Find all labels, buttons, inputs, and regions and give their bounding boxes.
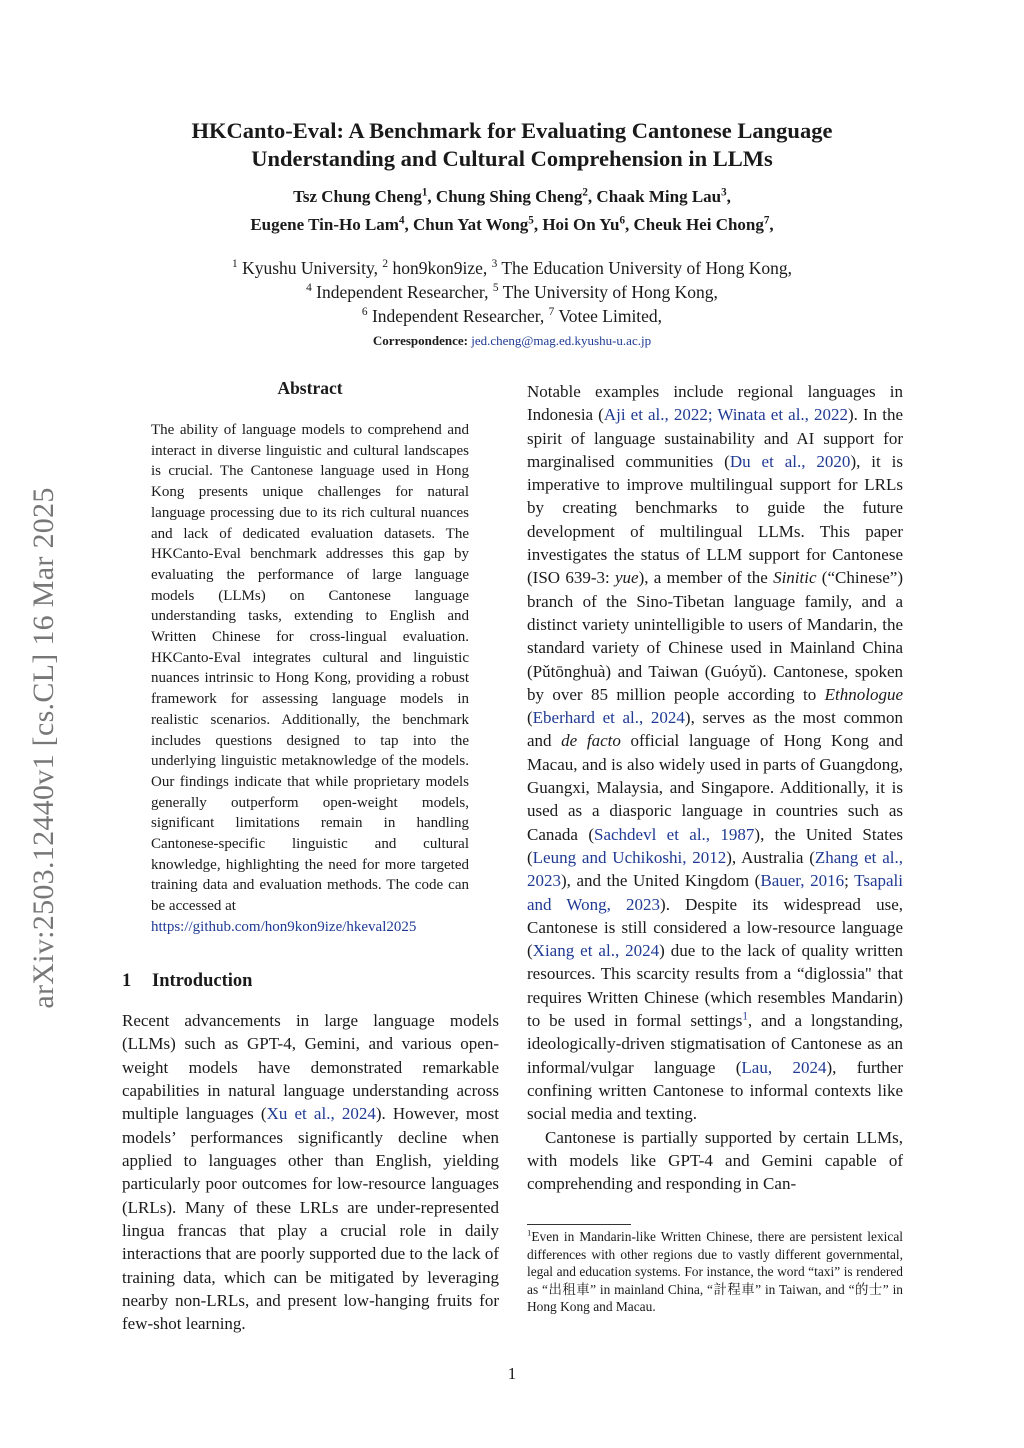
footnote-divider [527,1224,631,1225]
affil-mark: 2 [382,258,389,271]
author: Chung Shing Cheng [435,187,583,206]
code-repository-link[interactable]: https://github.com/hon9kon9ize/hkeval2025 [151,918,417,935]
author: Tsz Chung Cheng [293,187,422,206]
affil-mark: 5 [492,282,499,295]
italic-term: de facto [561,731,621,751]
author-affil-mark: 3 [721,186,727,199]
affiliation-list [120,256,904,328]
citation-link[interactable]: Xu et al., 2024 [266,1104,376,1124]
text-run: ; [844,871,855,891]
citation-link[interactable]: Zhang et al., 2023 [527,847,903,891]
arxiv-sidebar [0,0,90,1448]
arxiv-identifier: arXiv:2503.12440v1 [cs.CL] 16 Mar 2025 [27,487,60,1009]
title-line-1: HKCanto-Eval: A Benchmark for Evaluating Cantonese Language [191,118,833,143]
citation-link[interactable]: Leung and Uchikoshi, 2012 [532,847,727,867]
right-column [527,380,903,1195]
text-run: ). Despite its widespread use, Cantonese is still considered a low-resource language ( [527,894,903,961]
affiliation: Votee Limited, [558,306,663,326]
text-run: ). However, most models’ performances significantly decline when applied to languages other than English, yielding particularly poor outcomes for low-resource languages (LRLs). Many of these LRLs are under-represented lingua francas that play a crucial role in daily interactions that are poorly supported due to the lack of training data, which can be mitigated by leveraging nearby non-LRLs, and present low-hanging fruits for few-shot learning. [122,1104,499,1334]
affiliation: Kyushu University, [242,258,379,278]
author-list: Tsz Chung Cheng$^1$, Chung Shing Cheng$^2$, Chaak Ming Lau$^3$, Eugene Tin-Ho Lam$^4$, Chun Yat Wong$^5$, Hoi On Yu$^6$, Cheuk Hei Chong$^7$, [250,186,774,234]
affiliation: Independent Researcher, [316,282,489,302]
abstract-heading: Abstract [277,378,343,398]
text-run: ), serves as the most common and [527,708,903,751]
text-run: official language of Hong Kong and Macau, and is also widely used in parts of Guangdong, Guangxi, Malaysia, and Singapore. Additionally, it is used as a diasporic language in countries such as Canada ( [527,731,903,844]
affiliation: hon9kon9ize, [392,258,488,278]
affil-mark: 3 [491,258,498,271]
footnote [527,1228,903,1316]
author: Chun Yat Wong [413,215,529,234]
affiliation: Independent Researcher, [371,306,545,326]
author-affil-mark: 5 [528,214,534,227]
text-run: ), it is imperative to improve multilingual support for LRLs by creating benchmarks to guide the future development of multilingual LLMs. This paper investigates the status of LLM support for Cantonese (ISO 639-3: [527,451,903,588]
text-run: ), and the United Kingdom ( [561,871,761,891]
citation-link[interactable]: Eberhard et al., 2024 [532,708,685,728]
citation-link[interactable]: Du et al., 2020 [729,451,851,471]
author-affil-mark: 4 [398,214,405,227]
affil-mark: 1 [232,258,238,271]
text-run: ( [527,708,533,728]
affil-mark: 6 [361,306,368,319]
paper-title [120,117,904,173]
intro-paragraph-left [122,1009,499,1336]
text-run: ), the United States ( [527,824,904,867]
author: Cheuk Hei Chong [633,215,764,234]
correspondence-label: Correspondence: [372,333,468,348]
section-heading-introduction [122,971,500,992]
intro-paragraph-right-2: Cantonese is partially supported by certain LLMs, with models like GPT-4 and Gemini capable of comprehending and responding in Can- [527,1127,903,1194]
author: Eugene Tin-Ho Lam [250,215,399,234]
citation-link[interactable]: Lau, 2024 [741,1057,827,1077]
author: Chaak Ming Lau [596,187,722,206]
abstract-text: The ability of language models to comprehend and interact in diverse linguistic and cultural landscapes is crucial. The Cantonese language used in Hong Kong presents unique challenges for natural language processing due to its rich cultural nuances and lack of dedicated evaluation datasets. The HKCanto-Eval benchmark addresses this gap by evaluating the performance of large language models (LLMs) on Cantonese language understanding tasks, extending to English and Written Chinese for cross-lingual evaluation. HKCanto-Eval integrates cultural and linguistic nuances intrinsic to Hong Kong, providing a robust framework for assessing language models in realistic scenarios. Additionally, the benchmark includes questions designed to tap into the underlying linguistic metaknowledge of the models. Our findings indicate that while proprietary models generally outperform open-weight models, significant limitations remain in handling Cantonese-specific linguistic and cultural knowledge, highlighting the need for more targeted training data and evaluation methods. The code can be accessed at [151,422,469,915]
affil-mark: 7 [548,306,555,319]
abstract-body [151,420,469,938]
citation-link[interactable]: Tsapali and Wong, 2023 [527,871,903,914]
text-run: ). In the spirit of language sustainability and AI support for marginalised communities ( [527,405,903,471]
correspondence [120,332,904,350]
italic-term: Ethnologue [824,684,903,704]
affil-mark: 4 [306,282,312,295]
italic-term: yue [615,568,639,588]
page-number: 1 [507,1364,517,1383]
citation-link[interactable]: Sachdevl et al., 1987 [594,824,755,844]
section-title: Introduction [152,971,253,991]
text-run: ), Australia ( [726,847,815,867]
affiliation: The University of Hong Kong, [502,282,718,302]
text-run: ) due to the lack of quality written resources. This scarcity results from a “diglossia" that requires Written Chinese (which resembles Mandarin) to be used in formal settings [527,941,903,1031]
text-run: ), a member of the [638,568,774,588]
citation-link[interactable]: Bauer, 2016 [760,871,845,891]
intro-paragraph-right [527,380,903,1126]
title-line-2: Understanding and Cultural Comprehension in LLMs [251,146,773,171]
citation-link[interactable]: Aji et al., 2022; Winata et al., 2022 [603,405,848,425]
italic-term: Sinitic [773,568,817,588]
footnote-ref-link[interactable]: 1 [742,1010,748,1023]
affiliation: The Education University of Hong Kong, [501,258,792,278]
author-affil-mark: 7 [763,214,770,227]
citation-link[interactable]: Xiang et al., 2024 [532,941,660,961]
correspondence-email-link[interactable]: jed.cheng@mag.ed.kyushu-u.ac.jp [471,333,652,348]
text-run: ), further confining written Cantonese to informal contexts like social media and texting. [527,1057,903,1124]
text-run: Recent advancements in large language models (LLMs) such as GPT-4, Gemini, and various open-weight models have demonstrated remarkable capabilities in natural language understanding across multiple languages ( [122,1011,499,1124]
author-affil-mark: 2 [582,186,588,199]
author-affil-mark: 1 [421,186,428,199]
text-run: (“Chinese”) branch of the Sino-Tibetan language family, and a distinct variety unintelligible to users of Mandarin, the standard variety of Chinese used in Mainland China (Pǔtōnghuà) and Taiwan (Guóyǔ). Cantonese, spoken by over 85 million people according to [527,568,903,704]
footnote-text: Even in Mandarin-like Written Chinese, there are persistent lexical differences with other regions due to vastly different governmental, legal and education systems. For instance, the word “taxi” is rendered as “出租車” in mainland China, “計程車” in Taiwan, and “的士” in Hong Kong and Macau. [527,1229,903,1315]
text-run: Notable examples include regional languages in Indonesia ( [527,382,903,425]
author: Hoi On Yu [542,215,620,234]
text-run: , and a longstanding, ideologically-driven stigmatisation of Cantonese as an informal/vulgar language ( [527,1011,903,1077]
author-affil-mark: 6 [619,214,626,227]
footnote-mark: 1 [527,1227,532,1238]
section-number: 1 [122,971,132,991]
